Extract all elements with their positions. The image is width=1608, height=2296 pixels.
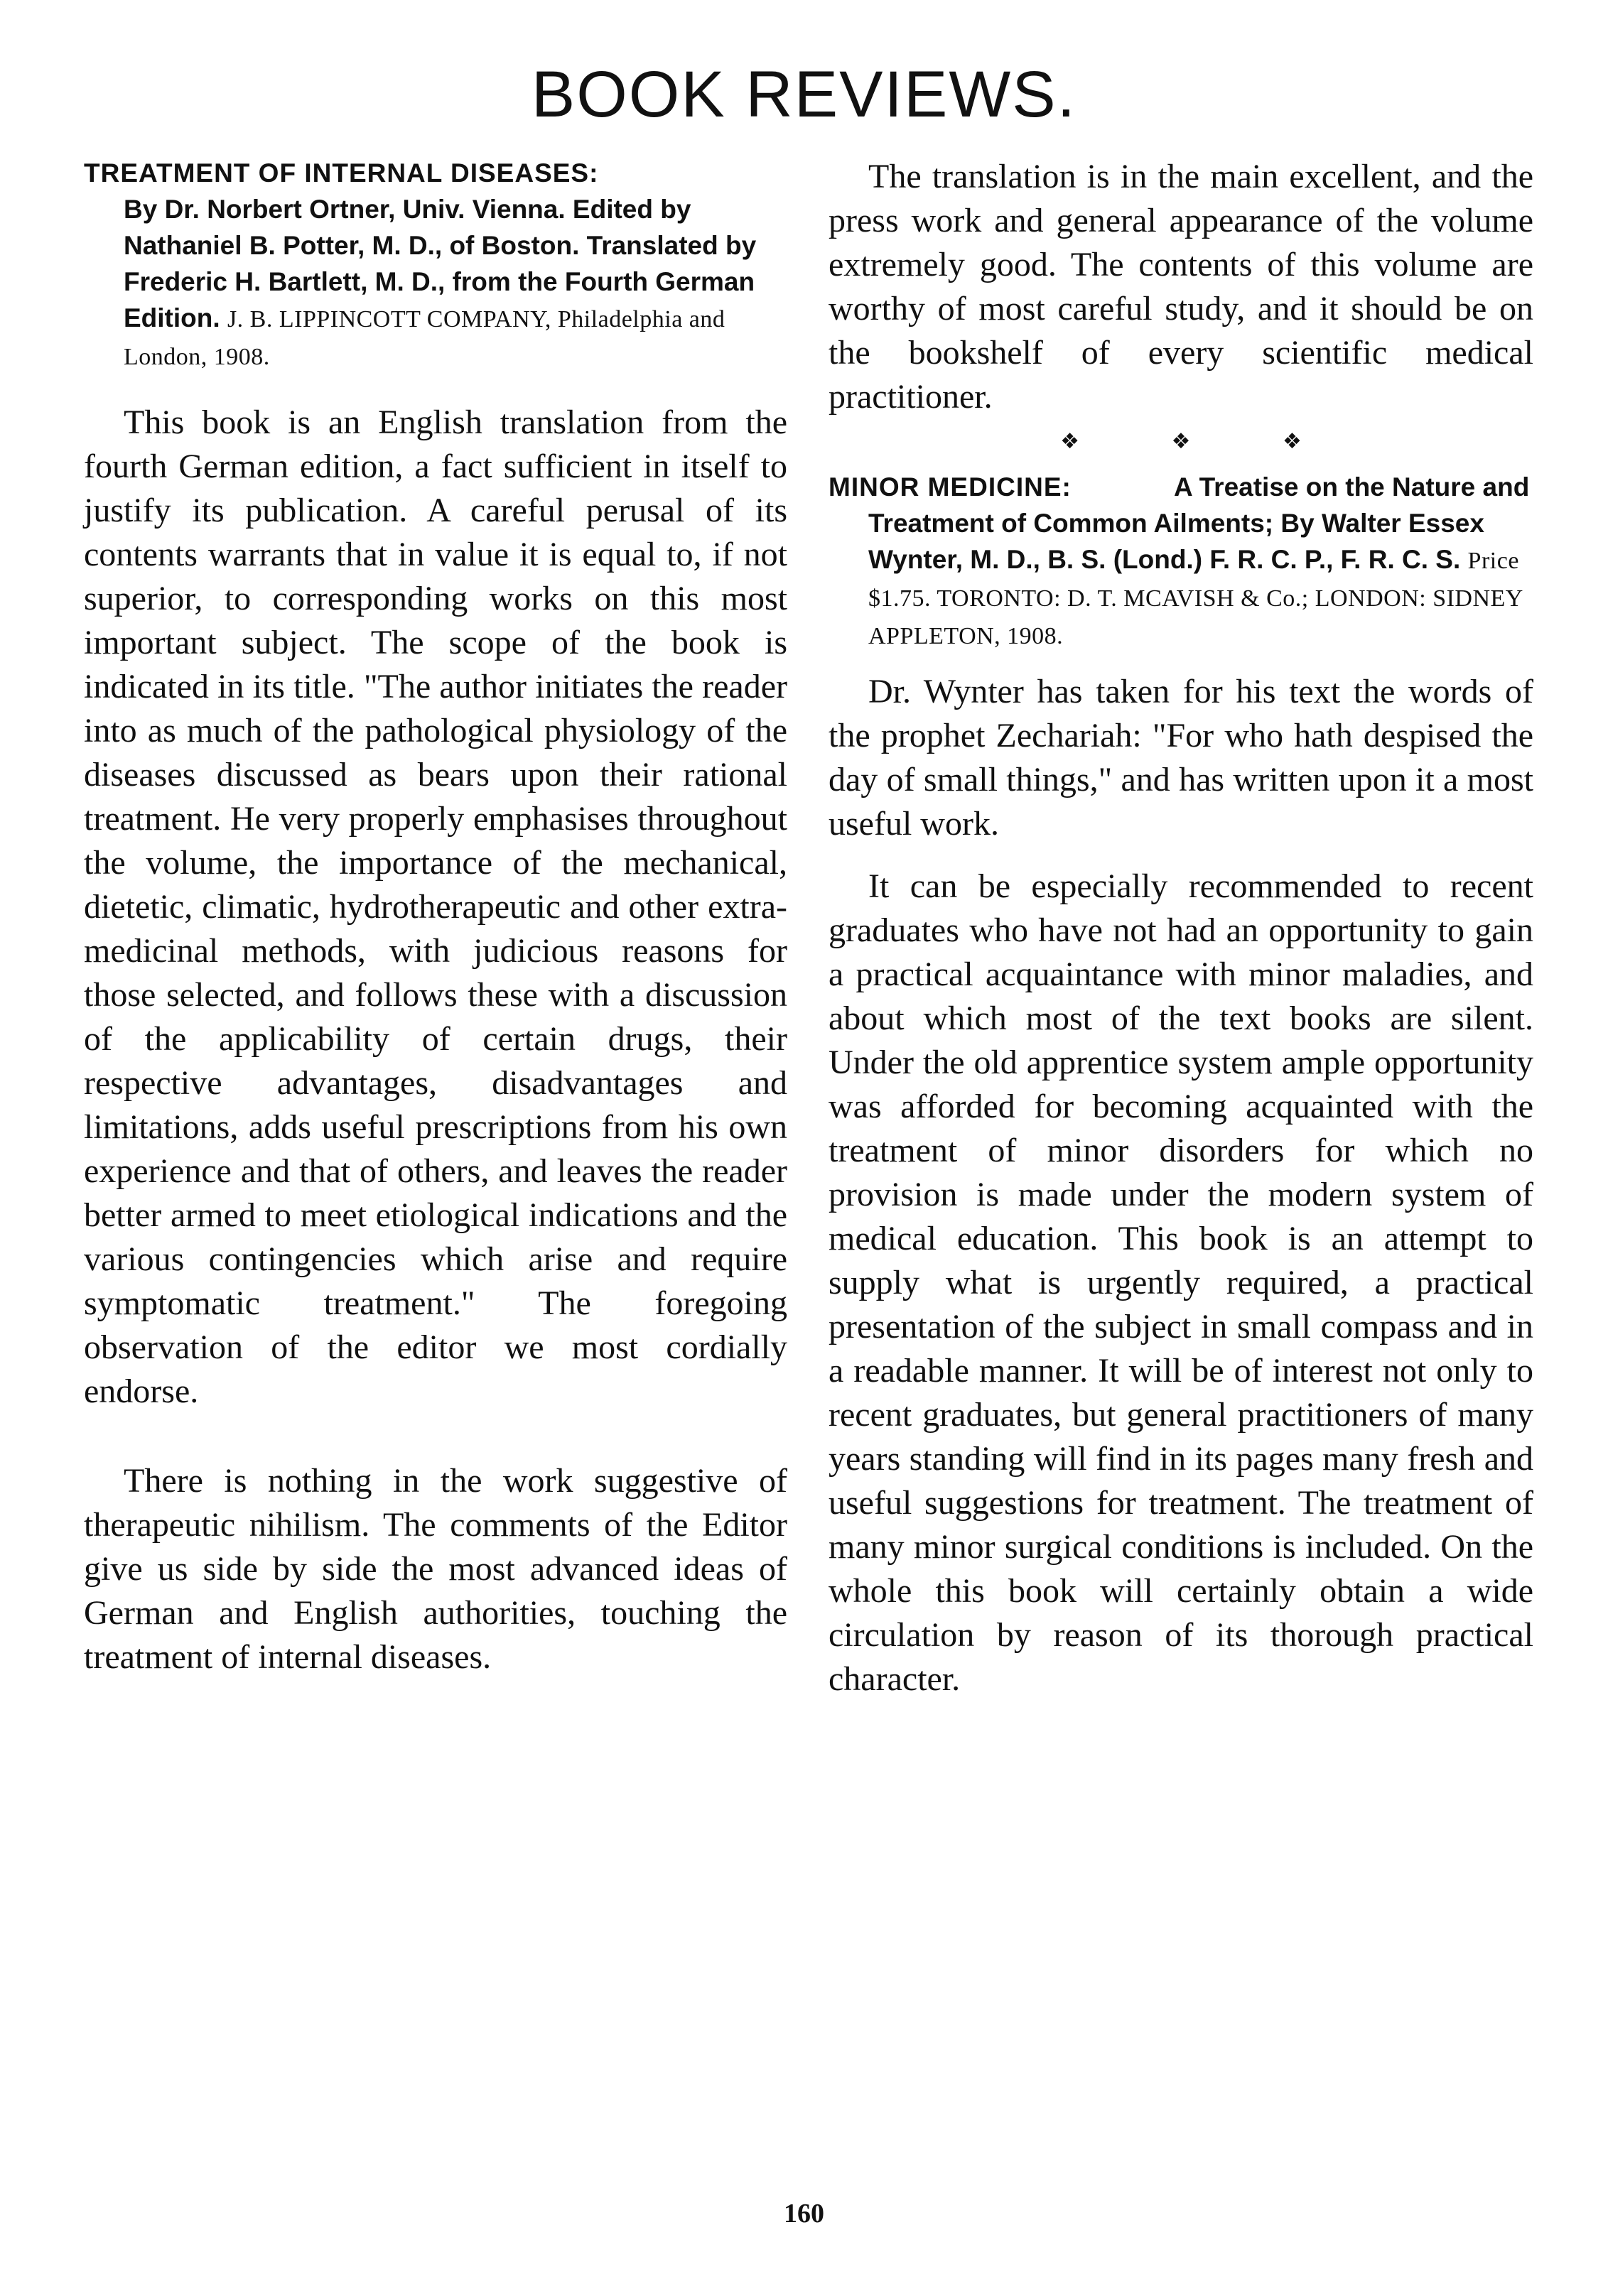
review-2-details: A Treatise on the Nature and Treatment of Common Ailments; By Walter Essex Wynter, M. D., B. S. (Lond.) F. R. C. P., F. R. C. S. (868, 472, 1530, 574)
review-2-paragraph-2: It can be especially recommended to recent graduates who have not had an opportunity to gain a practical acquaintance with minor maladies, and about which most of the text books are silent. Under the old apprentice system ample opportunity was afforded for becoming acquainted with the treatment of minor disorders for which no provision is made under the modern system of medical education. This book is an attempt to supply what is urgently required, a practical presentation of the subject in small compass and in a readable manner. It will be of interest not only to recent graduates, but general practitioners of many years standing will find in its pages many fresh and useful suggestions for treatment. The treatment of many minor surgical conditions is included. On the whole this book will certainly obtain a wide circulation by reason of its thorough practical character. (829, 867, 1533, 1698)
page-title: BOOK REVIEWS. (531, 58, 1077, 131)
section-divider-ornament: ❖ ❖ ❖ (1060, 429, 1344, 454)
review-2-heading (829, 469, 1533, 654)
review-1-paragraph-1: This book is an English translation from the fourth German edition, a fact sufficient in itself to justify its publication. A careful perusal of its contents warrants that in value it is equal to, if not superior, to corresponding works on this most important subject. The scope of the book is indicated in its title. "The author initiates the reader into as much of the pathological physiology of the diseases discussed as bears upon their rational treatment. He very properly emphasises throughout the volume, the importance of the mechanical, dietetic, climatic, hydrotherapeutic and other extra-medicinal methods, with judicious reasons for those selected, and follows these with a discussion of the applicability of certain drugs, their respective advantages, disadvantages and limitations, adds useful prescriptions from his own experience and that of others, and leaves the reader better armed to meet etiological indications and the various contingencies which arise and require symptomatic treatment." The foregoing observation of the editor we most cordially endorse. (84, 404, 787, 1410)
review-1-details: By Dr. Norbert Ortner, Univ. Vienna. Edited by Nathaniel B. Potter, M. D., of Boston. Translated by Frederic H. Bartlett, M. D., from the Fourth German Edition. (124, 195, 757, 332)
review-1-paragraph-2: There is nothing in the work suggestive of therapeutic nihilism. The comments of the Editor give us side by side the most advanced ideas of German and English authorities, touching the treatment of internal diseases. (84, 1462, 787, 1676)
review-1-paragraph-3: The translation is in the main excellent, and the press work and general appearance of the volume extremely good. The contents of this volume are worthy of most careful study, and it should be on the bookshelf of every scientific medical practitioner. (829, 158, 1533, 416)
review-2-title: MINOR MEDICINE: (829, 472, 1072, 502)
review-2-publisher: Price $1.75. TORONTO: D. T. MCAVISH & Co.; LONDON: SIDNEY APPLETON, 1908. (868, 548, 1523, 649)
right-column (829, 155, 1533, 1701)
left-column (84, 155, 787, 1679)
review-1-heading (84, 155, 787, 375)
review-1-title: TREATMENT OF INTERNAL DISEASES: (84, 158, 599, 188)
page-number: 160 (784, 2199, 824, 2229)
review-2-paragraph-1: Dr. Wynter has taken for his text the words of the prophet Zechariah: "For who hath despised the day of small things," and has written upon it a most useful work. (829, 673, 1533, 843)
review-1-publisher: J. B. LIPPINCOTT COMPANY, Philadelphia and London, 1908. (124, 306, 725, 370)
